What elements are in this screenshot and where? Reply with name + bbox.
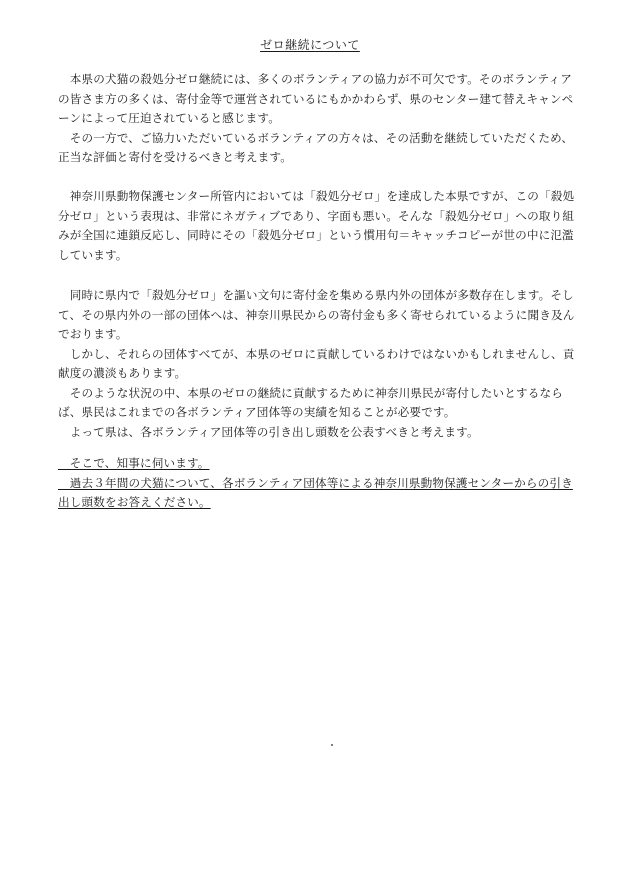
paragraph: そのような状況の中、本県のゼロの継続に貢献するために神奈川県民が寄付したいとするならば、県民はこれまでの各ボランティア団体等の実績を知ることが必要です。 [58, 385, 563, 419]
paragraph: その一方で、ご協力いただいているボランティアの方々は、その活動を継続していただくため、正当な評価と寄付を受けるべきと考えます。 [58, 130, 574, 164]
scan-speck [331, 744, 333, 746]
document-title-text: ゼロ継続について [260, 38, 360, 52]
paragraph: 同時に県内で「殺処分ゼロ」を謳い文句に寄付金を集める県内外の団体が多数存在します。そして、その県内外の一部の団体へは、神奈川県民からの寄付金も多く寄せられているように聞き及んでおります。 [58, 288, 575, 341]
section-2 [58, 187, 578, 265]
question-body: 過去３年間の犬猫について、各ボランティア団体等による神奈川県動物保護センターからの引き出し頭数をお答えください。 [58, 475, 573, 509]
paragraph: しかし、それらの団体すべてが、本県のゼロに貢献しているわけではないかもしれませんし、貢献度の濃淡もあります。 [58, 346, 575, 380]
paragraph: 本県の犬猫の殺処分ゼロ継続には、多くのボランティアの協力が不可欠です。そのボランティアの皆さま方の多くは、寄付金等で運営されているにもかかわらず、県のセンター建て替えキャンペーンによって圧迫されていると感じます。 [58, 72, 574, 125]
section-1 [58, 70, 578, 168]
question-section [58, 454, 578, 513]
question-lead: そこで、知事に伺います。 [58, 456, 210, 470]
paragraph: よって県は、各ボランティア団体等の引き出し頭数を公表すべきと考えます。 [58, 424, 479, 439]
paragraph: 神奈川県動物保護センター所管内においては「殺処分ゼロ」を達成した本県ですが、この「殺処分ゼロ」という表現は、非常にネガティブであり、字面も悪い。そんな「殺処分ゼロ」への取り組みが全国に連鎖反応し、同時にその「殺処分ゼロ」という慣用句＝キャッチコピーが世の中に氾濫しています。 [58, 189, 575, 262]
section-3 [58, 286, 578, 442]
document-title [0, 37, 620, 53]
